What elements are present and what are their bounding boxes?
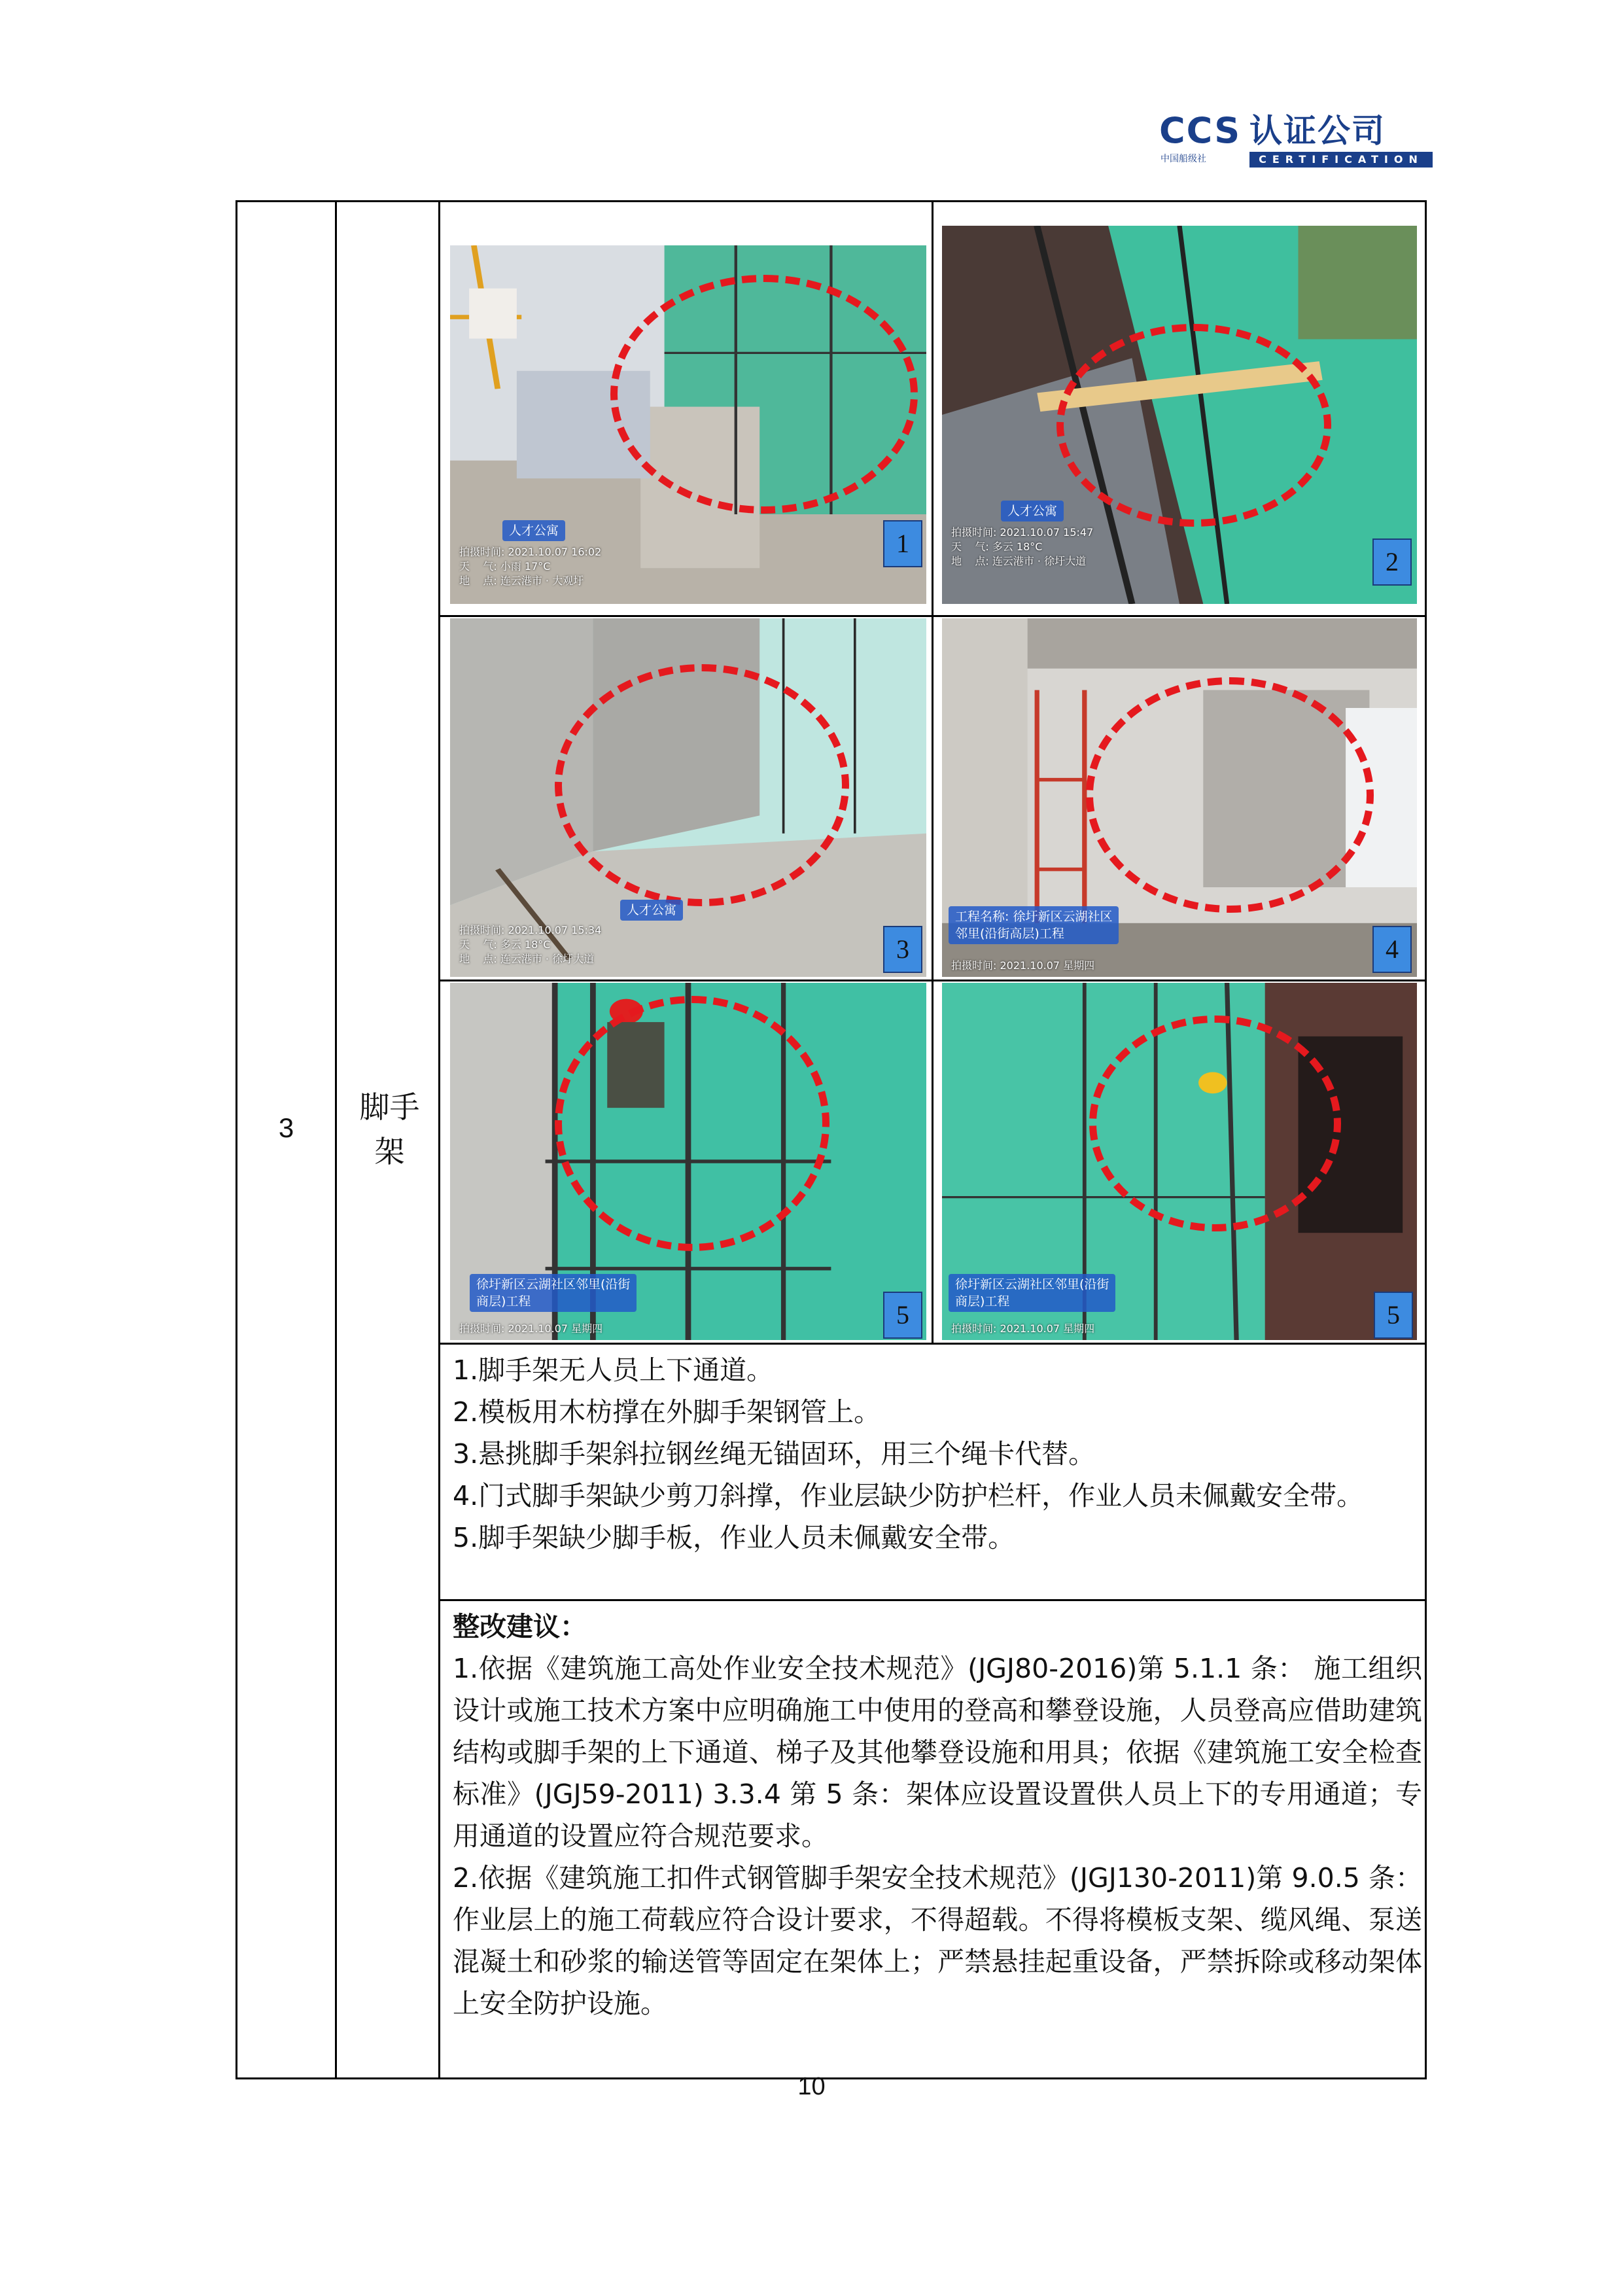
problem-highlight-circle: [1086, 677, 1374, 913]
issue-item: 3.悬挑脚手架斜拉钢丝绳无锚固环，用三个绳卡代替。: [453, 1438, 1096, 1470]
logo-certification-bar: CERTIFICATION: [1249, 152, 1433, 168]
logo-subline: 中国船级社: [1161, 154, 1206, 164]
photo-label: 1: [883, 520, 922, 567]
logo-ccs-text: CCS: [1159, 110, 1242, 151]
problem-highlight-circle: [555, 996, 829, 1251]
site-photo-5a: [450, 983, 926, 1340]
photo-caption: 拍摄时间: 2021.10.07 星期四: [951, 1322, 1095, 1335]
problem-highlight-circle: [610, 275, 918, 514]
category-line: 架: [374, 1134, 405, 1169]
photo-caption: 拍摄时间: 2021.10.07 15:47 天 气: 多云 18°C 地 点: 连云港市 · 徐圩大道: [951, 526, 1094, 567]
category-line: 脚手: [359, 1089, 420, 1125]
row-category: [339, 1085, 440, 1174]
ccs-certification-logo: [1159, 111, 1434, 170]
issue-item: 1.脚手架无人员上下通道。: [453, 1354, 774, 1386]
problem-highlight-circle: [1056, 324, 1331, 527]
problem-highlight-circle: [1089, 1016, 1341, 1231]
photo-caption: 拍摄时间: 2021.10.07 16:02 天 气: 小雨 17°C 地 点: 连云港市 · 大观圩: [459, 546, 602, 587]
photo-caption: 拍摄时间: 2021.10.07 星期四: [459, 1322, 603, 1335]
photo-label: 3: [883, 926, 922, 973]
photo-stamp-title: 徐圩新区云湖社区邻里(沿街 商层)工程: [470, 1274, 637, 1312]
table-divider: [438, 980, 1427, 981]
issues-list: [453, 1349, 1422, 1559]
table-divider: [438, 1343, 1427, 1345]
row-number: 3: [278, 1112, 294, 1143]
table-divider: [438, 1599, 1427, 1601]
issue-item: 2.模板用木枋撑在外脚手架钢管上。: [453, 1396, 881, 1428]
site-photo-3: [450, 618, 926, 977]
site-photo-2: [942, 226, 1417, 604]
photo-stamp-title: 徐圩新区云湖社区邻里(沿街 商层)工程: [949, 1274, 1115, 1312]
photo-label: 5: [883, 1292, 922, 1339]
problem-highlight-circle: [555, 664, 849, 906]
suggestion-item: 1.依据《建筑施工高处作业安全技术规范》(JGJ80-2016)第 5.1.1 条： 施工组织设计或施工技术方案中应明确施工中使用的登高和攀登设施，人员登高应借助建筑结构或脚手架的上下通道、梯子及其他攀登设施和用具；依据《建筑施工安全检查标准》(JGJ59-2011) 3.3.4 第 5 条：架体应设置设置供人员上下的专用通道；专用通道的设置应符合规范要求。: [453, 1653, 1422, 1852]
photo-stamp-title: 人才公寓: [502, 520, 565, 541]
table-divider: [438, 615, 1427, 617]
page-number: 10: [797, 2073, 826, 2100]
photo-label: 4: [1372, 926, 1412, 973]
photo-stamp-title: 工程名称: 徐圩新区云湖社区 邻里(沿街高层)工程: [949, 906, 1119, 944]
photo-caption: 拍摄时间: 2021.10.07 15:34 天 气: 多云 18°C 地 点: 连云港市 · 徐圩大道: [459, 924, 602, 965]
photo-stamp-title: 人才公寓: [1001, 501, 1064, 521]
suggestion-item: 2.依据《建筑施工扣件式钢管脚手架安全技术规范》(JGJ130-2011)第 9.0.5 条：作业层上的施工荷载应符合设计要求，不得超载。不得将模板支架、缆风绳、泵送混凝土和砂浆的输送管等固定在架体上；严禁悬挂起重设备，严禁拆除或移动架体上安全防护设施。: [453, 1862, 1422, 2019]
issue-item: 5.脚手架缺少脚手板，作业人员未佩戴安全带。: [453, 1522, 1015, 1553]
site-photo-4: [942, 618, 1417, 977]
photo-label: 2: [1372, 539, 1412, 586]
photo-caption: 拍摄时间: 2021.10.07 星期四: [951, 959, 1095, 972]
photo-stamp-title: 人才公寓: [620, 900, 683, 921]
issue-item: 4.门式脚手架缺少剪刀斜撑，作业层缺少防护栏杆，作业人员未佩戴安全带。: [453, 1480, 1364, 1511]
site-photo-5b: [942, 983, 1417, 1340]
table-divider: [932, 200, 934, 1344]
logo-company-name: 认证公司: [1249, 112, 1386, 150]
rectification-suggestions: [453, 1606, 1422, 2024]
photo-label: 5: [1374, 1292, 1413, 1339]
site-photo-1: [450, 245, 926, 604]
suggestions-heading: 整改建议：: [453, 1611, 587, 1642]
